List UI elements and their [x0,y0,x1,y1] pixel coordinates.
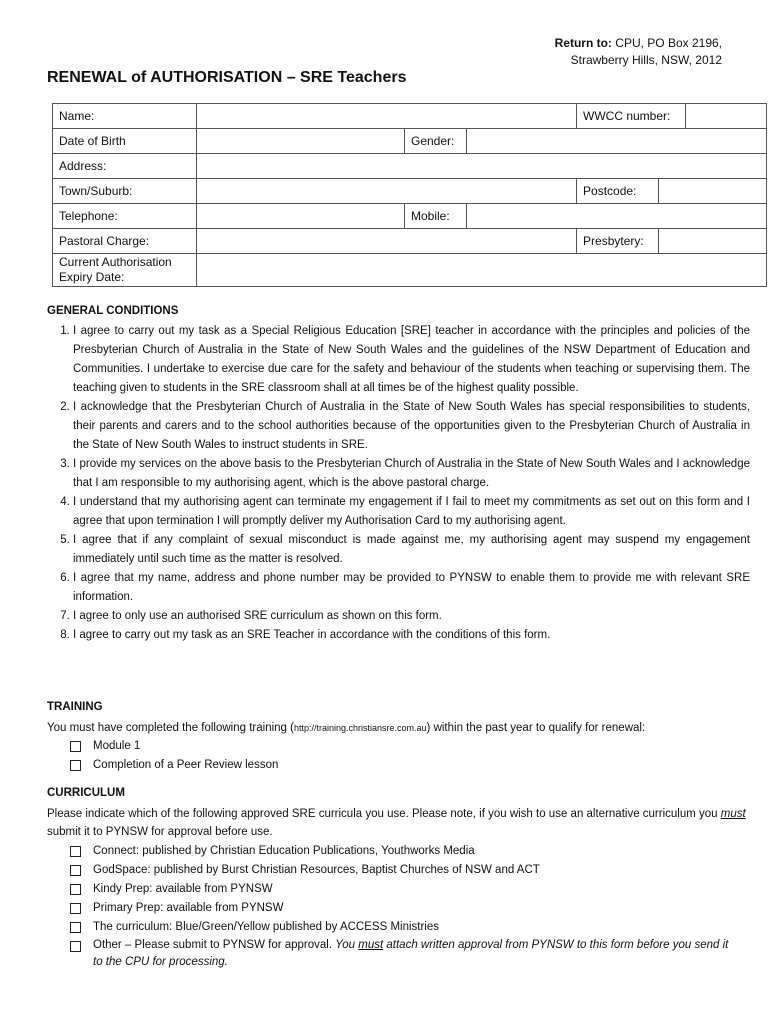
personal-details-table [52,103,767,287]
return-address [555,35,722,69]
expiry-field[interactable] [197,254,767,287]
curriculum-option-label: Kindy Prep: available from PYNSW [93,883,273,895]
dob-field[interactable] [197,129,405,154]
training-url: http://training.christiansre.com.au [293,723,427,733]
checkbox-icon[interactable] [70,741,81,752]
curriculum-intro-a: Please indicate which of the following approved SRE curricula you use. Please note, if you wish to use an alternative curriculum you [47,808,721,820]
town-field[interactable] [197,179,577,204]
curriculum-intro [47,805,757,841]
dob-label: Date of Birth [53,129,197,154]
conditions-list [47,322,750,645]
training-option-label: Completion of a Peer Review lesson [93,759,279,771]
condition-item: 3. I provide my services on the above basis to the Presbyterian Church of Australia in the State of New South Wales and I acknowledge that I am responsible to my authorising agent, which is the above pastoral charge. [73,455,750,493]
curriculum-option[interactable] [70,918,730,937]
other-label-c: attach written approval from PYNSW to this form before you send it to the CPU for processing. [93,939,729,968]
condition-item: 4. I understand that my authorising agent can terminate my engagement if I fail to meet my commitments as set out on this form and I agree that upon termination I will promptly deliver my Authorisation Card to my authorising agent. [73,493,750,531]
wwcc-field[interactable] [686,104,767,129]
checkbox-icon[interactable] [70,846,81,857]
curriculum-option[interactable] [70,861,730,880]
condition-item: 8. I agree to carry out my task as an SRE Teacher in accordance with the conditions of this form. [73,626,750,645]
name-field[interactable] [197,104,577,129]
return-line-1: CPU, PO Box 2196, [615,36,722,50]
curriculum-option-label: GodSpace: published by Burst Christian Resources, Baptist Churches of NSW and ACT [93,864,540,876]
curriculum-option-label: Connect: published by Christian Education Publications, Youthworks Media [93,845,475,857]
return-label: Return to: [554,36,612,50]
expiry-label-line-1: Current Authorisation [59,255,172,269]
telephone-label: Telephone: [53,204,197,229]
condition-item: 7. I agree to only use an authorised SRE curriculum as shown on this form. [73,607,750,626]
curriculum-option-other[interactable] [70,937,730,971]
checkbox-icon[interactable] [70,941,81,952]
training-option[interactable] [70,737,730,756]
presbytery-field[interactable] [659,229,767,254]
curriculum-option[interactable] [70,842,730,861]
mobile-field[interactable] [467,204,767,229]
town-label: Town/Suburb: [53,179,197,204]
curriculum-option[interactable] [70,880,730,899]
curriculum-heading: CURRICULUM [47,787,125,799]
training-intro-a: You must have completed the following training ( [47,722,294,734]
curriculum-checklist [70,842,730,971]
training-intro-b: ) within the past year to qualify for renewal: [426,722,646,734]
curriculum-option-label: The curriculum: Blue/Green/Yellow published by ACCESS Ministries [93,921,440,933]
condition-item: 1. I agree to carry out my task as a Special Religious Education [SRE] teacher in accordance with the principles and policies of the Presbyterian Church of Australia in the State of New South Wales and the guidelines of the NSW Department of Education and Communities. I undertake to exercise due care for the safety and behaviour of the students when teaching or supervising them. The teaching given to students in the SRE classroom shall at all times be of the highest quality possible. [73,322,750,398]
conditions-heading: GENERAL CONDITIONS [47,305,179,317]
curriculum-intro-b: submit it to PYNSW for approval before use. [47,826,273,838]
pastoral-label: Pastoral Charge: [53,229,197,254]
curriculum-option-label: Primary Prep: available from PYNSW [93,902,284,914]
condition-item: 2. I acknowledge that the Presbyterian Church of Australia in the State of New South Wales has special responsibilities to students, their parents and carers and to the school authorities because of the opportunities given to the Presbyterian Church of Australia in the State of New South Wales to instruct students in SRE. [73,398,750,455]
checkbox-icon[interactable] [70,922,81,933]
training-heading: TRAINING [47,701,103,713]
curriculum-option[interactable] [70,899,730,918]
postcode-label: Postcode: [577,179,659,204]
other-label-b: You [335,939,359,951]
checkbox-icon[interactable] [70,760,81,771]
checkbox-icon[interactable] [70,903,81,914]
training-option[interactable] [70,756,730,775]
checkbox-icon[interactable] [70,884,81,895]
presbytery-label: Presbytery: [577,229,659,254]
address-label: Address: [53,154,197,179]
curriculum-intro-must: must [720,808,746,820]
other-label-a: Other – Please submit to PYNSW for approval. [93,939,336,951]
training-option-label: Module 1 [93,740,141,752]
other-label-must: must [358,939,384,951]
wwcc-label: WWCC number: [577,104,686,129]
telephone-field[interactable] [197,204,405,229]
gender-field[interactable] [467,129,767,154]
page-title: RENEWAL of AUTHORISATION – SRE Teachers [47,69,407,86]
name-label: Name: [53,104,197,129]
address-field[interactable] [197,154,767,179]
mobile-label: Mobile: [405,204,467,229]
expiry-label [53,254,197,287]
condition-item: 5. I agree that if any complaint of sexual misconduct is made against me, my authorising agent may suspend my engagement immediately until such time as the matter is resolved. [73,531,750,569]
checkbox-icon[interactable] [70,865,81,876]
return-line-2: Strawberry Hills, NSW, 2012 [570,53,722,67]
gender-label: Gender: [405,129,467,154]
pastoral-field[interactable] [197,229,577,254]
postcode-field[interactable] [659,179,767,204]
training-checklist [70,737,730,775]
training-intro [47,719,757,737]
condition-item: 6. I agree that my name, address and phone number may be provided to PYNSW to enable them to provide me with relevant SRE information. [73,569,750,607]
expiry-label-line-2: Expiry Date: [59,270,125,284]
